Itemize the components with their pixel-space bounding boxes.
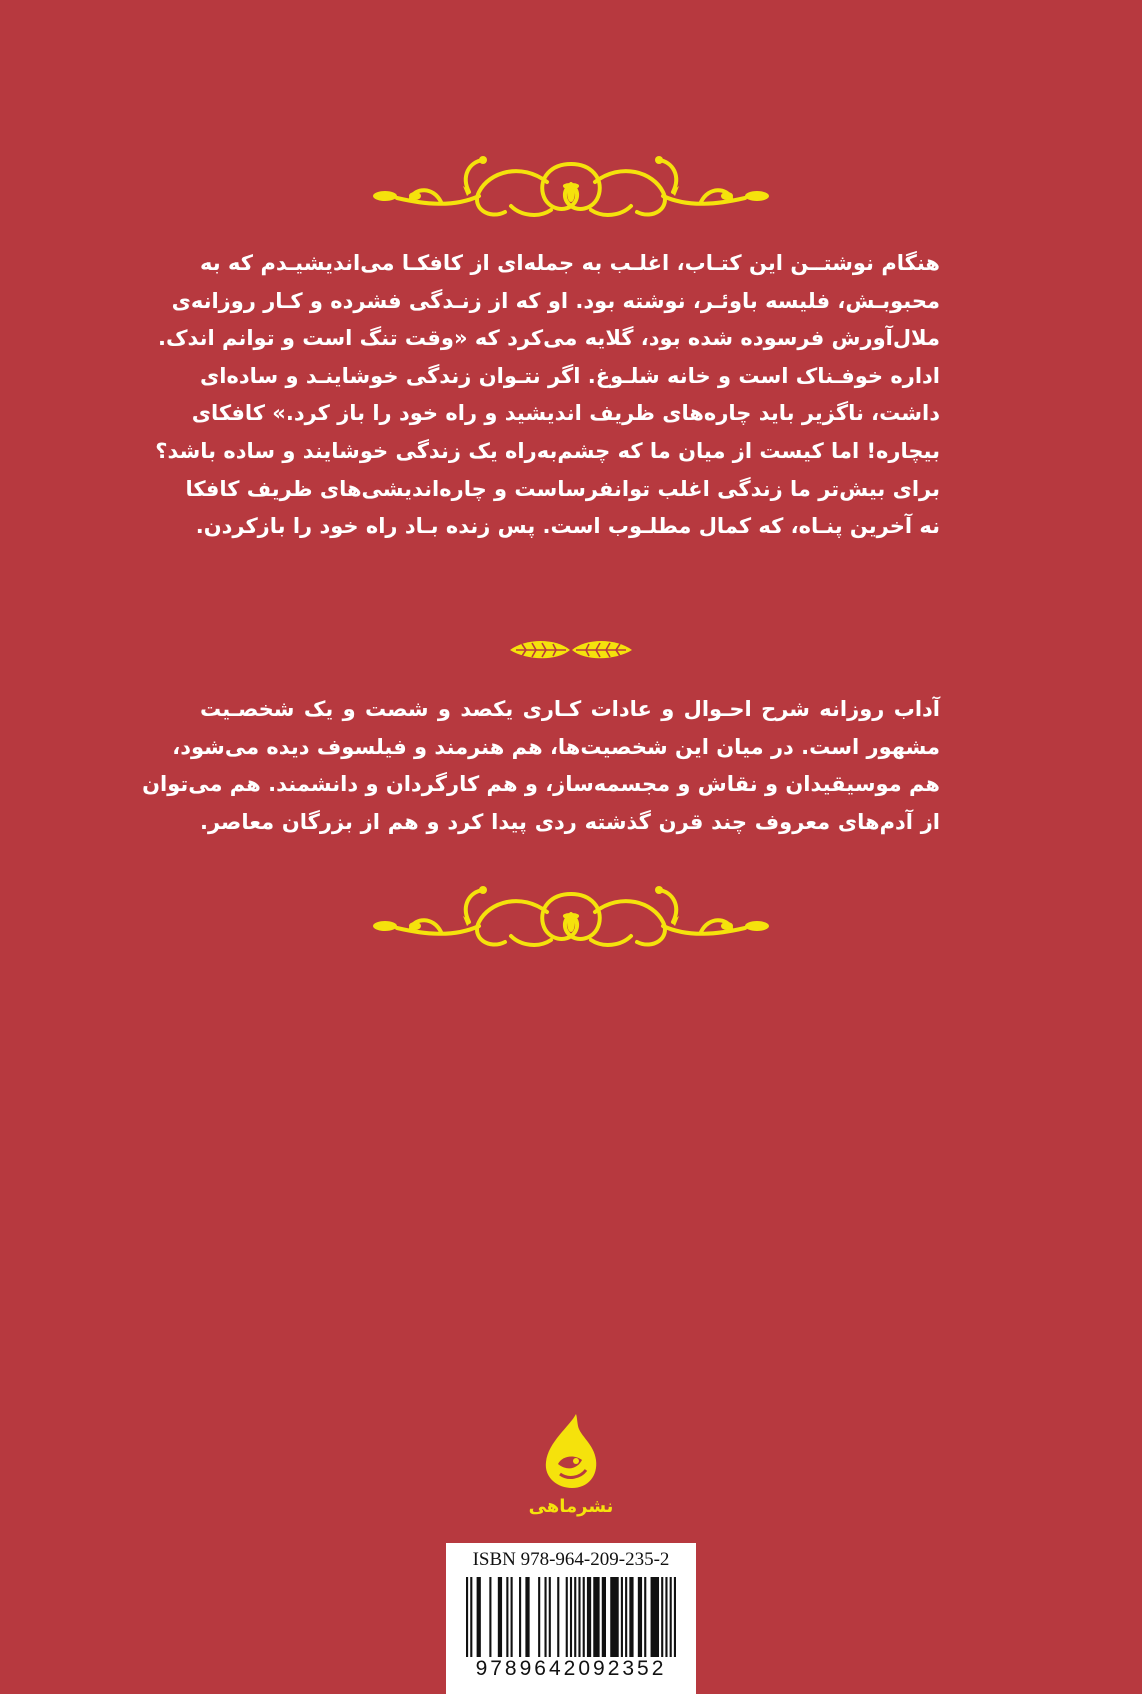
scroll-flourish-icon	[371, 152, 771, 234]
barcode-bar	[593, 1577, 599, 1657]
text-line: محبوبـش، فلیسه باوئـر، نوشته بود. او که از زنـدگی فشرده و کـار روزانه‌ی	[171, 288, 940, 313]
barcode-bar	[511, 1577, 513, 1657]
barcode-bar	[506, 1577, 508, 1657]
barcode-bar	[489, 1577, 491, 1657]
text-line: هنگام نوشتــن این کتـاب، اغلـب به جمله‌ای از کافکـا می‌اندیشیـدم که به	[200, 251, 940, 275]
barcode-bar	[549, 1577, 551, 1657]
text-line: بیچاره! اما کیست از میان ما که چشم‌به‌راه یک زندگی خوشایند و ساده باشد؟	[155, 438, 940, 463]
barcode-bar	[525, 1577, 529, 1657]
barcode-bar	[587, 1577, 591, 1657]
description-paragraph	[155, 245, 940, 546]
publisher-name: نشرماهی	[528, 1496, 614, 1517]
barcode-bar	[477, 1577, 481, 1657]
isbn-label: ISBN 978-964-209-235-2	[472, 1549, 670, 1570]
text-line: برای بیش‌تر ما زندگی اغلب توانفرساست و چاره‌اندیشی‌های ظریف کافکا	[185, 476, 940, 501]
barcode-bar	[644, 1577, 646, 1657]
barcode-icon	[466, 1577, 676, 1657]
text-line: هم موسیقیدان و نقاش و مجسمه‌ساز، و هم کارگردان و دانشمند. هم می‌توان	[142, 772, 940, 797]
barcode-bar	[602, 1577, 606, 1657]
barcode-bar	[651, 1577, 659, 1657]
text-line: آداب روزانه شرح احـوال و عادات کـاری یکصد و شصت و یک شخصـیت	[200, 697, 940, 721]
barcode-bar	[674, 1577, 676, 1657]
barcode-digits: 9789642092352	[475, 1657, 667, 1680]
barcode-bar	[629, 1577, 633, 1657]
barcode-bar	[661, 1577, 663, 1657]
barcode-bar	[610, 1577, 618, 1657]
barcode-bar	[638, 1577, 642, 1657]
barcode-bar	[566, 1577, 568, 1657]
text-line: از آدم‌های معروف چند قرن گذشته ردی پیدا کرد و هم از بزرگان معاصر.	[200, 809, 940, 834]
isbn-barcode-panel	[446, 1543, 696, 1694]
text-line: داشت، ناگزیر باید چاره‌های ظریف اندیشید و راه خود را باز کرد.» کافکای	[191, 401, 940, 426]
barcode-bar	[574, 1577, 576, 1657]
barcode-bar	[665, 1577, 667, 1657]
scroll-flourish-icon	[371, 882, 771, 964]
barcode-bar	[621, 1577, 623, 1657]
barcode-bar	[578, 1577, 580, 1657]
barcode-bar	[544, 1577, 546, 1657]
text-line: ملال‌آورش فرسوده شده بود، گلایه می‌کرد که «وقت تنگ است و توانم اندک.	[157, 326, 940, 351]
summary-paragraph	[142, 691, 940, 841]
text-line: اداره خوفـناک است و خانه شلـوغ. اگر نتـوان زندگی خوشاینـد و ساده‌ای	[200, 363, 940, 388]
barcode-bar	[557, 1577, 559, 1657]
text-line: نه آخرین پنـاه، که کمال مطلـوب است. پس زنده بـاد راه خود را بازکردن.	[195, 514, 940, 539]
twin-leaf-icon	[506, 636, 636, 668]
publisher-logo	[511, 1412, 631, 1517]
barcode-bar	[538, 1577, 540, 1657]
barcode-bar	[470, 1577, 472, 1657]
barcode-bar	[625, 1577, 627, 1657]
text-line: مشهور است. در میان این شخصیت‌ها، هم هنرمند و فیلسوف دیده می‌شود،	[172, 734, 940, 759]
barcode-bar	[570, 1577, 572, 1657]
barcode-bar	[519, 1577, 521, 1657]
barcode-bar	[670, 1577, 672, 1657]
barcode-bar	[583, 1577, 585, 1657]
barcode-bar	[498, 1577, 502, 1657]
barcode-bar	[466, 1577, 468, 1657]
fish-drop-logo-icon	[540, 1475, 602, 1494]
